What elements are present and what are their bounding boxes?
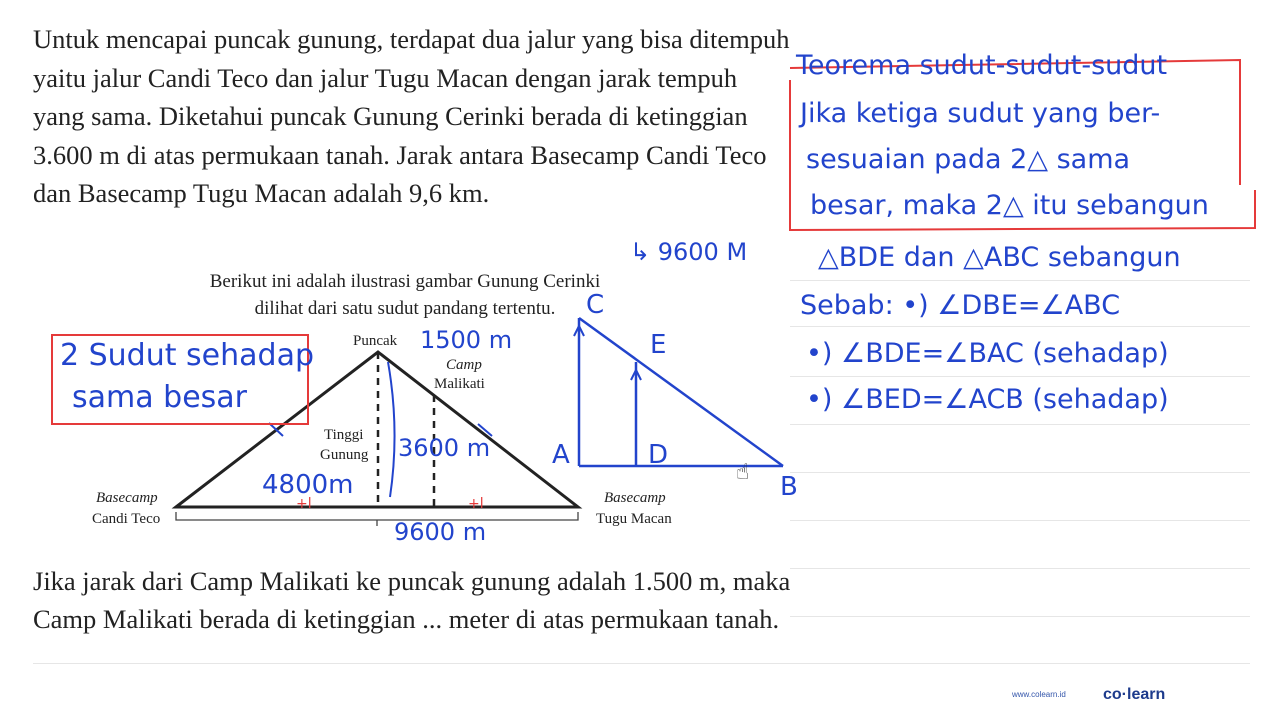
brand-logo: co·learn: [1103, 686, 1166, 703]
label-camp: Camp: [446, 357, 482, 373]
theorem-line-4: besar, maka 2△ itu sebangun: [810, 190, 1209, 221]
hand-cursor-icon: ☝: [736, 460, 750, 485]
base-bracket: [176, 512, 578, 520]
label-puncak: Puncak: [353, 333, 398, 349]
caption-line-2: dilihat dari satu sudut pandang tertentu.: [254, 298, 556, 319]
label-malikati: Malikati: [434, 376, 485, 392]
length-4800: 4800m: [262, 470, 354, 500]
label-tugu-macan: Tugu Macan: [596, 511, 672, 527]
footer-url: www.colearn.id: [1012, 690, 1066, 699]
theorem-line-2: Jika ketiga sudut yang ber-: [800, 98, 1161, 129]
problem-paragraph-2: Jika jarak dari Camp Malikati ke puncak gunung adalah 1.500 m, maka Camp Malikati berada di ketinggian ... meter di atas permukaan tanah.: [33, 565, 791, 634]
side-note-line-2: sama besar: [72, 380, 248, 415]
point-D: D: [648, 440, 669, 470]
length-1500: 1500 m: [420, 326, 513, 354]
problem-paragraph-1: Untuk mencapai puncak gunung, terdapat dua jalur yang bisa ditempuh yaitu jalur Candi Teco dan jalur Tugu Macan dengan jarak tempuh yang sama. Diketahui puncak Gunung Cerinki berada di ketinggian 3.600 m di atas permukaan tanah. Jarak antara Basecamp Candi Teco dan Basecamp Tugu Macan adalah 9,6 km.: [33, 24, 790, 208]
point-B: B: [780, 472, 798, 502]
point-A: A: [552, 440, 570, 470]
label-basecamp-right: Basecamp: [604, 490, 666, 506]
similarity-statement: △BDE dan △ABC sebangun: [818, 242, 1181, 273]
side-note-line-1: 2 Sudut sehadap: [60, 338, 314, 373]
tick-mark-right: +l: [468, 496, 484, 512]
reason-line-2: •) ∠BDE=∠BAC (sehadap): [806, 338, 1169, 369]
label-tinggi: Tinggi: [324, 427, 364, 443]
caption-line-1: Berikut ini adalah ilustrasi gambar Gunung Cerinki: [209, 271, 601, 292]
length-3600: 3600 m: [398, 434, 491, 462]
problem-question: [33, 535, 793, 665]
label-candi-teco: Candi Teco: [92, 511, 161, 527]
theorem-line-1: Teorema sudut-sudut-sudut: [796, 50, 1168, 81]
label-basecamp-left: Basecamp: [96, 490, 158, 506]
segment-CB: [579, 318, 783, 466]
reason-line-1: Sebab: •) ∠DBE=∠ABC: [800, 290, 1121, 321]
point-E: E: [650, 330, 667, 360]
reason-line-3: •) ∠BED=∠ACB (sehadap): [806, 384, 1169, 415]
theorem-line-3: sesuaian pada 2△ sama: [806, 144, 1131, 175]
length-9600: 9600 m: [394, 518, 487, 546]
tick-mark-left: +l: [296, 496, 312, 512]
point-C: C: [586, 290, 605, 320]
height-brace: [388, 362, 395, 497]
km-conversion-note: ↳ 9600 M: [630, 238, 748, 266]
label-gunung: Gunung: [320, 447, 369, 463]
